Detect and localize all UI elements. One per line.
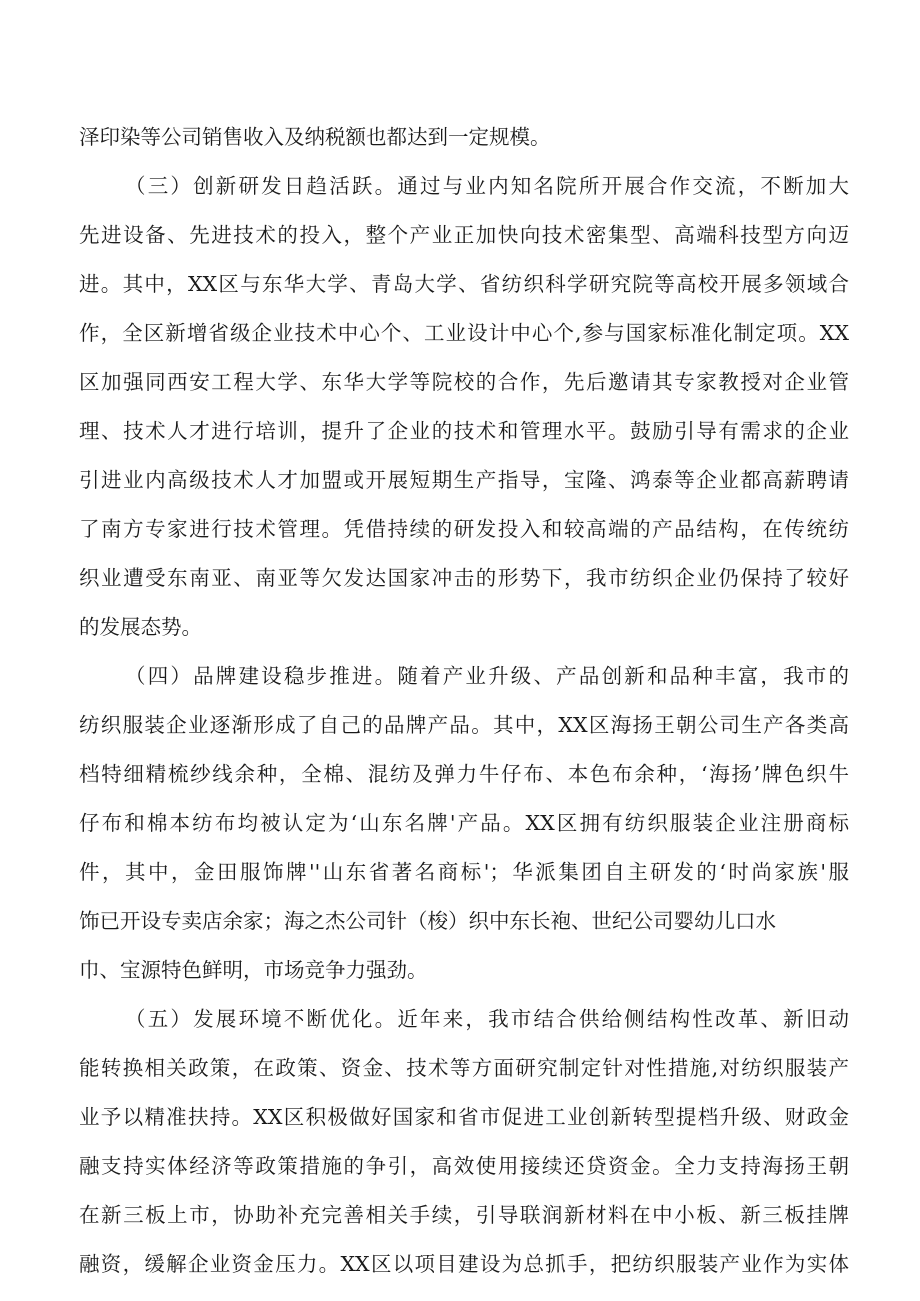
text-line: 档特细精梳纱线余种，全棉、混纺及弹力牛仔布、本色布余种，‘海扬’牌色织牛 bbox=[79, 762, 849, 786]
text-line: 先进设备、先进技术的投入，整个产业正加快向技术密集型、高端科技型方向迈 bbox=[79, 223, 849, 247]
text-line: 织业遭受东南亚、南亚等欠发达国家冲击的形势下，我市纺织企业仍保持了较好 bbox=[79, 566, 849, 590]
text-line: 泽印染等公司销售收入及纳税额也都达到一定规模。 bbox=[79, 125, 551, 149]
text-line: 融资，缓解企业资金压力。XX区以项目建设为总抓手，把纺织服装产业作为实体 bbox=[79, 1252, 849, 1276]
paragraph-3-heading-line: （三）创新研发日趋活跃。通过与业内知名院所开展合作交流，不断加大 bbox=[125, 174, 849, 198]
text-line: 纺织服装企业逐渐形成了自己的品牌产品。其中，XX区海扬王朝公司生产各类高 bbox=[79, 713, 849, 737]
text-line: 件，其中，金田服饰牌''山东省著名商标'；华派集团自主研发的‘时尚家族'服 bbox=[79, 860, 849, 884]
text-line: 引进业内高级技术人才加盟或开展短期生产指导，宝隆、鸿泰等企业都高薪聘请 bbox=[79, 468, 849, 492]
text-line: 了南方专家进行技术管理。凭借持续的研发投入和较高端的产品结构，在传统纺 bbox=[79, 517, 849, 541]
text-line: 饰已开设专卖店余家；海之杰公司针（梭）织中东长袍、世纪公司婴幼儿口水 bbox=[79, 909, 776, 933]
text-line: 区加强同西安工程大学、东华大学等院校的合作，先后邀请其专家教授对企业管 bbox=[79, 370, 849, 394]
text-line: 能转换相关政策，在政策、资金、技术等方面研究制定针对性措施,对纺织服装产 bbox=[79, 1056, 849, 1080]
text-line: 融支持实体经济等政策措施的争引，高效使用接续还贷资金。全力支持海扬王朝 bbox=[79, 1154, 849, 1178]
text-line: 仔布和棉本纺布均被认定为‘山东名牌'产品。XX区拥有纺织服装企业注册商标 bbox=[79, 811, 849, 835]
paragraph-4-heading-line: （四）品牌建设稳步推进。随着产业升级、产品创新和品种丰富，我市的 bbox=[125, 664, 849, 688]
text-line: 在新三板上市，协助补充完善相关手续，引导联润新材料在中小板、新三板挂牌 bbox=[79, 1203, 849, 1227]
text-line: 巾、宝源特色鲜明，市场竞争力强劲。 bbox=[79, 958, 428, 982]
text-line: 业予以精准扶持。XX区积极做好国家和省市促进工业创新转型提档升级、财政金 bbox=[79, 1105, 849, 1129]
text-line: 进。其中，XX区与东华大学、青岛大学、省纺织科学研究院等高校开展多领域合 bbox=[79, 272, 849, 296]
text-line: 理、技术人才进行培训，提升了企业的技术和管理水平。鼓励引导有需求的企业 bbox=[79, 419, 849, 443]
paragraph-5-heading-line: （五）发展环境不断优化。近年来，我市结合供给侧结构性改革、新旧动 bbox=[125, 1007, 849, 1031]
text-line: 的发展态势。 bbox=[79, 615, 202, 639]
text-line: 作，全区新增省级企业技术中心个、工业设计中心个,参与国家标准化制定项。XX bbox=[79, 321, 849, 345]
